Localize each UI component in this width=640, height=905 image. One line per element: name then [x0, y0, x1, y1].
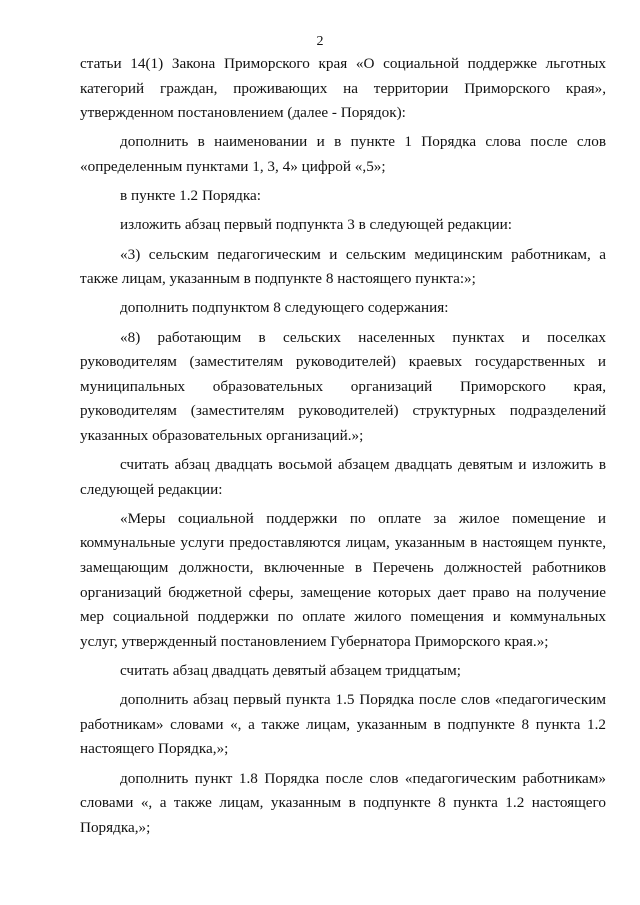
- paragraph-6: дополнить подпунктом 8 следующего содержания:: [120, 299, 449, 317]
- paragraph-5: «3) сельским педагогическим и сельским медицинским работникам, а также лицам, указанным в подпункте 8 настоящего пункта:»;: [80, 245, 606, 288]
- paragraph-10: считать абзац двадцать девятый абзацем тридцатым;: [120, 662, 461, 679]
- paragraph-11: дополнить абзац первый пункта 1.5 Порядка после слов «педагогическим работникам» словами «, а также лицам, указанным в подпункте 8 пункта 1.2 настоящего Порядка,»;: [80, 691, 606, 758]
- paragraph-7: «8) работающим в сельских населенных пунктах и поселках руководителям (заместителям руководителей) краевых государственных и муниципальных образовательных организаций Приморского края, руководителям (заместителям руководителей) структурных подразделений указанных образовательных организаций.»;: [80, 328, 606, 444]
- paragraph-4: изложить абзац первый подпункта 3 в следующей редакции:: [120, 216, 513, 234]
- paragraph-8: считать абзац двадцать восьмой абзацем двадцать девятым и изложить в следующей редакции:: [80, 456, 606, 498]
- paragraph-1: статьи 14(1) Закона Приморского края «О социальной поддержке льготных категорий граждан, проживающих на территории Приморского края», утвержденном постановлением (далее - Порядок):: [80, 55, 606, 122]
- document-body: [80, 52, 606, 845]
- paragraph-12: дополнить пункт 1.8 Порядка после слов «педагогическим работникам» словами «, а также лицам, указанным в подпункте 8 пункта 1.2 настоящего Порядка,»;: [80, 769, 606, 836]
- paragraph-2: дополнить в наименовании и в пункте 1 Порядка слова после слов «определенным пунктами 1, 3, 4» цифрой «,5»;: [80, 133, 606, 175]
- page-number: 2: [316, 34, 324, 49]
- paragraph-9: «Меры социальной поддержки по оплате за жилое помещение и коммунальные услуги предоставляются лицам, указанным в настоящем пункте, замещающим должности, включенные в Перечень должностей работников организаций бюджетной сферы, замещение которых дает право на получение мер социальной поддержки по оплате жилого помещения и коммунальных услуг, утвержденный постановлением Губернатора Приморского края.»;: [80, 509, 606, 650]
- paragraph-3: в пункте 1.2 Порядка:: [120, 187, 261, 205]
